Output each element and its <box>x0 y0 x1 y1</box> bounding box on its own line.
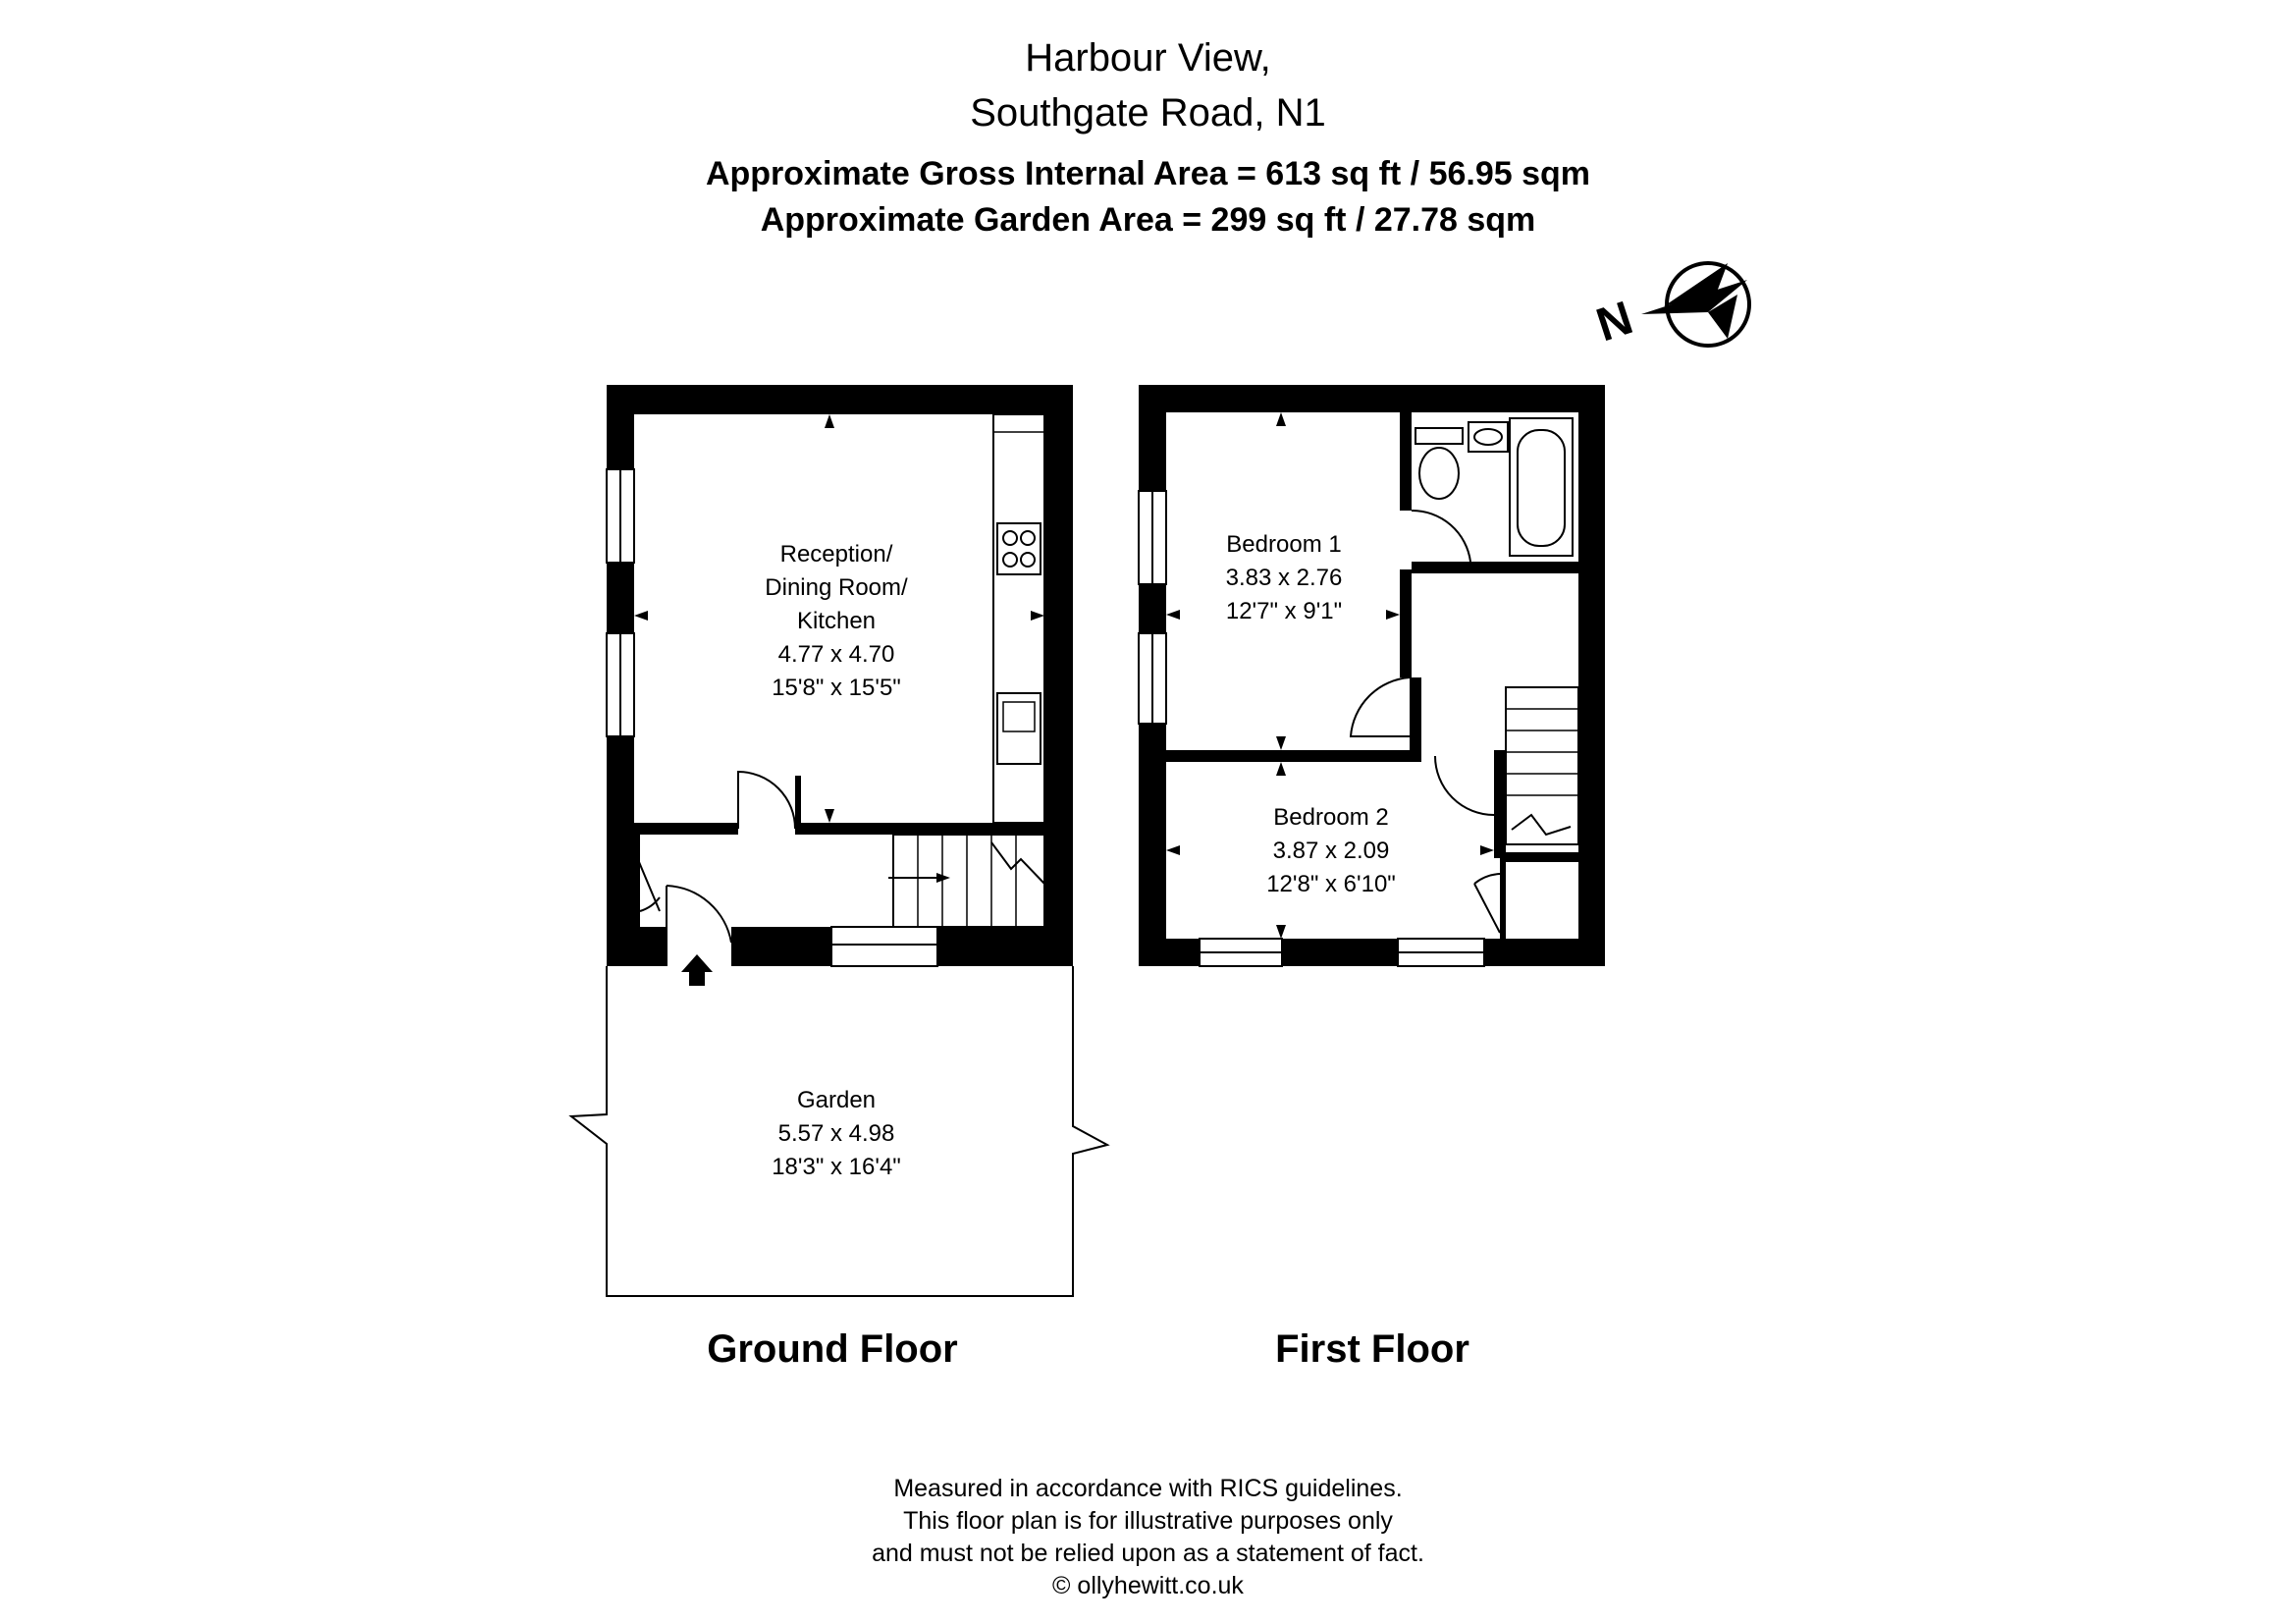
ground-floor-label: Ground Floor <box>707 1327 958 1371</box>
copyright: © ollyhewitt.co.uk <box>1052 1572 1244 1599</box>
disclaimer-line1: Measured in accordance with RICS guidelines. <box>893 1475 1403 1502</box>
reception-label-line1: Reception/ <box>779 541 893 568</box>
first-floor-label: First Floor <box>1275 1327 1469 1371</box>
compass-north-label: N <box>1590 292 1639 352</box>
disclaimer-line2: This floor plan is for illustrative purposes only <box>903 1507 1393 1535</box>
bedroom1-dimensions-metric: 3.83 x 2.76 <box>1225 565 1343 591</box>
room-labels <box>765 531 1396 1180</box>
reception-dimensions-imperial: 15'8" x 15'5" <box>772 675 901 701</box>
compass-icon <box>1590 263 1749 352</box>
bedroom2-label: Bedroom 2 <box>1273 804 1389 831</box>
bedroom1-label: Bedroom 1 <box>1226 531 1342 558</box>
garden-area: Approximate Garden Area = 299 sq ft / 27.78 sqm <box>760 201 1536 239</box>
reception-label-line3: Kitchen <box>796 608 877 634</box>
reception-label-line2: Dining Room/ <box>765 574 908 601</box>
property-address: Southgate Road, N1 <box>970 91 1326 135</box>
garden-dimensions-imperial: 18'3" x 16'4" <box>772 1154 901 1180</box>
garden-label: Garden <box>796 1087 877 1113</box>
bedroom2-dimensions-metric: 3.87 x 2.09 <box>1272 838 1390 864</box>
disclaimer <box>0 1473 2296 1602</box>
garden-dimensions-metric: 5.57 x 4.98 <box>777 1120 895 1147</box>
bedroom2-dimensions-imperial: 12'8" x 6'10" <box>1266 871 1396 897</box>
reception-dimensions-metric: 4.77 x 4.70 <box>777 641 895 668</box>
bedroom1-dimensions-imperial: 12'7" x 9'1" <box>1225 598 1343 624</box>
disclaimer-line3: and must not be relied upon as a statement of fact. <box>872 1540 1424 1567</box>
property-name: Harbour View, <box>1025 36 1271 80</box>
gross-internal-area: Approximate Gross Internal Area = 613 sq ft / 56.95 sqm <box>705 155 1591 192</box>
